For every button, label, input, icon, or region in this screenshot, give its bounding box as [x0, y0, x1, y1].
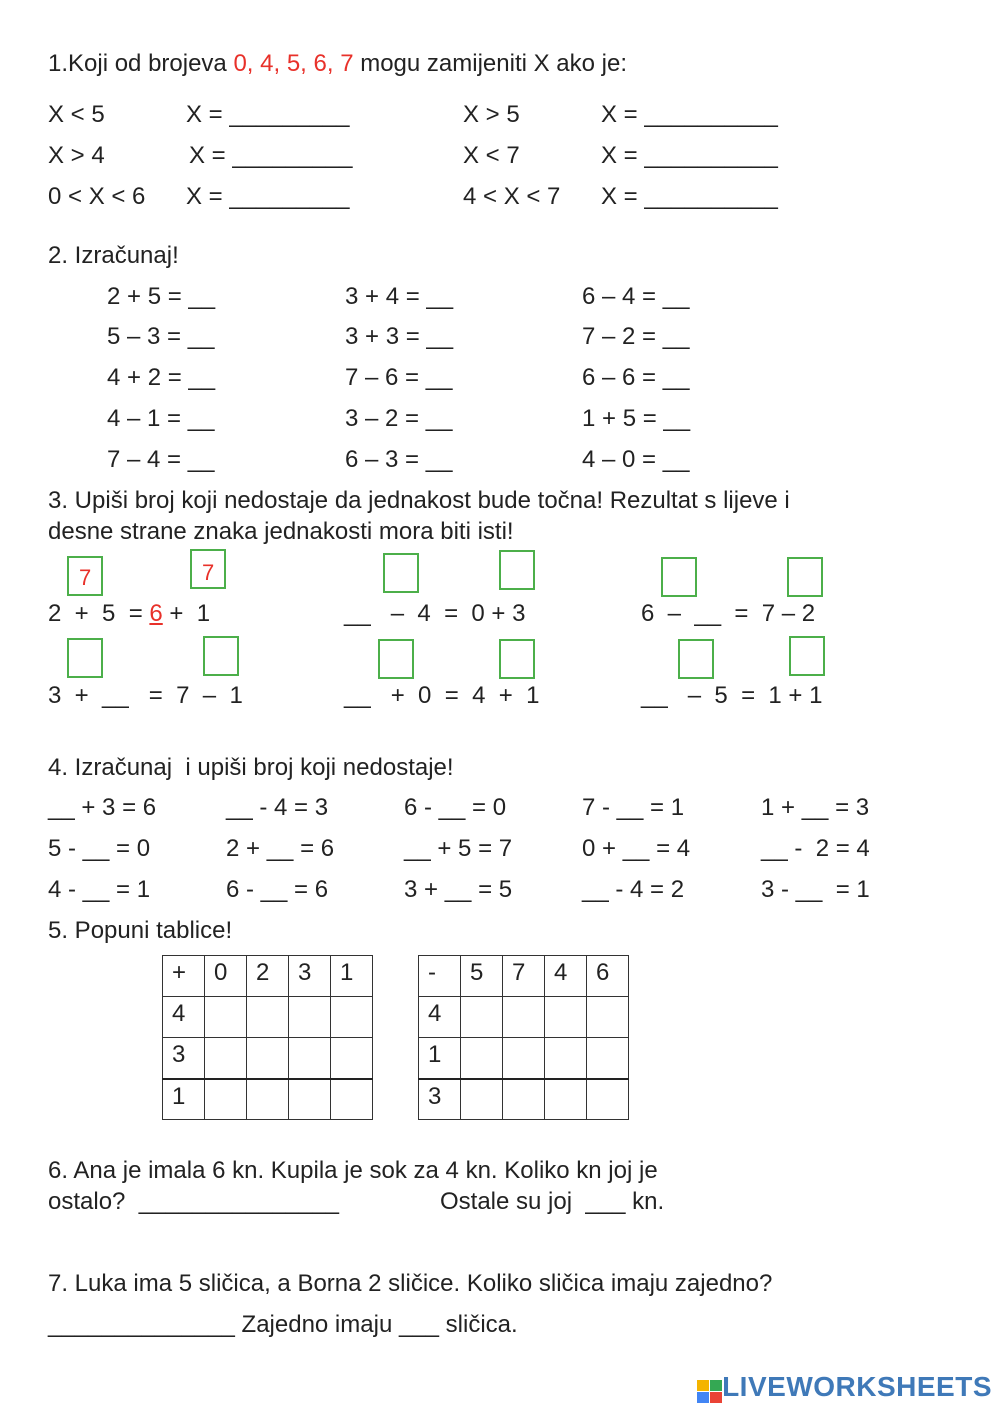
table-answer-cell[interactable] — [587, 1079, 629, 1120]
brand-name[interactable]: LIVEWORKSHEETS — [722, 1371, 992, 1402]
q1-cond: X < 7 — [463, 142, 520, 169]
q4-expr[interactable]: 4 - __ = 1 — [48, 876, 151, 903]
q4-expr[interactable]: __ - 2 = 4 — [761, 835, 870, 862]
table-answer-cell[interactable] — [289, 1038, 331, 1079]
q3-equation[interactable]: __ + 0 = 4 + 1 — [344, 682, 540, 709]
liveworksheets-logo-icon — [697, 1380, 723, 1404]
q3-box-value: 7 — [79, 565, 92, 590]
table-answer-cell[interactable] — [461, 997, 503, 1038]
q4-expr[interactable]: 2 + __ = 6 — [226, 835, 335, 862]
q1-answer-blank[interactable]: X = __________ — [601, 142, 778, 169]
q6-result-blank[interactable]: Ostale su joj ___ kn. — [440, 1188, 665, 1215]
table-answer-cell[interactable] — [205, 1038, 247, 1079]
q3-title-line1: 3. Upiši broj koji nedostaje da jednakost bude točna! Rezultat s lijeve i — [48, 487, 790, 514]
table-answer-cell[interactable] — [503, 1079, 545, 1120]
q3-answer-box[interactable] — [499, 639, 535, 679]
table-answer-cell[interactable] — [205, 1079, 247, 1120]
table-header-cell: 6 — [587, 956, 629, 997]
table-row-header: 4 — [163, 997, 205, 1038]
table-answer-cell[interactable] — [331, 1038, 373, 1079]
table-answer-cell[interactable] — [289, 997, 331, 1038]
q4-expr[interactable]: __ + 3 = 6 — [48, 794, 157, 821]
table-answer-cell[interactable] — [587, 1038, 629, 1079]
q1-cond: 0 < X < 6 — [48, 183, 146, 210]
q6-line1: 6. Ana je imala 6 kn. Kupila je sok za 4 kn. Koliko kn joj je — [48, 1157, 658, 1184]
q4-expr[interactable]: 3 - __ = 1 — [761, 876, 870, 903]
q4-expr[interactable]: 1 + __ = 3 — [761, 794, 870, 821]
q1-numbers: 0, 4, 5, 6, 7 — [233, 50, 354, 77]
q1-title — [48, 50, 627, 78]
q3-answer-box[interactable] — [67, 638, 103, 678]
q7-answer-blank[interactable]: ______________ Zajedno imaju ___ sličica. — [48, 1311, 518, 1338]
q3-answer-box[interactable] — [789, 636, 825, 676]
q1-cond: X < 5 — [48, 101, 105, 128]
q3-answer-box[interactable] — [661, 557, 697, 597]
q3-eq1-right: + 1 — [162, 600, 211, 627]
table-header-cell: 5 — [461, 956, 503, 997]
table-header-cell: - — [419, 956, 461, 997]
q1-cond: 4 < X < 7 — [463, 183, 561, 210]
table-row-header: 1 — [163, 1079, 205, 1120]
q2-title: 2. Izračunaj! — [48, 242, 179, 269]
addition-table — [162, 955, 373, 1120]
table-row-header: 3 — [163, 1038, 205, 1079]
q1-suffix: mogu zamijeniti X ako je: — [353, 50, 628, 77]
table-header-cell: + — [163, 956, 205, 997]
q2-expr[interactable]: 3 + 3 = __ — [345, 323, 454, 350]
table-answer-cell[interactable] — [461, 1038, 503, 1079]
q4-expr[interactable]: 0 + __ = 4 — [582, 835, 691, 862]
q3-answer-box[interactable] — [378, 639, 414, 679]
q3-answer-box[interactable] — [383, 553, 419, 593]
q3-answer-box[interactable] — [499, 550, 535, 590]
q7-line1: 7. Luka ima 5 sličica, a Borna 2 sličice. Koliko sličica imaju zajedno? — [48, 1270, 773, 1297]
q1-answer-blank[interactable]: X = __________ — [601, 183, 778, 210]
q2-expr[interactable]: 6 – 6 = __ — [582, 364, 690, 391]
q3-eq1-left: 2 + 5 = — [48, 600, 150, 627]
table-header-cell: 4 — [545, 956, 587, 997]
q4-expr[interactable]: __ - 4 = 3 — [226, 794, 329, 821]
q5-title: 5. Popuni tablice! — [48, 917, 233, 944]
q1-cond: X > 4 — [48, 142, 105, 169]
q2-expr[interactable]: 6 – 3 = __ — [345, 446, 453, 473]
q1-answer-blank[interactable]: X = _________ — [186, 183, 350, 210]
q3-box-value: 7 — [202, 560, 215, 585]
q3-equation-1 — [48, 600, 210, 628]
q2-expr[interactable]: 6 – 4 = __ — [582, 283, 690, 310]
q3-answer-box[interactable] — [678, 639, 714, 679]
table-answer-cell[interactable] — [331, 997, 373, 1038]
q4-expr[interactable]: 7 - __ = 1 — [582, 794, 685, 821]
q2-expr[interactable]: 7 – 2 = __ — [582, 323, 690, 350]
q1-answer-blank[interactable]: X = _________ — [186, 101, 350, 128]
q4-title: 4. Izračunaj i upiši broj koji nedostaje! — [48, 754, 454, 781]
table-header-cell: 7 — [503, 956, 545, 997]
q3-title-line2: desne strane znaka jednakosti mora biti isti! — [48, 518, 514, 545]
table-answer-cell[interactable] — [545, 997, 587, 1038]
table-answer-cell[interactable] — [247, 1038, 289, 1079]
q3-equation[interactable]: 3 + __ = 7 – 1 — [48, 682, 243, 709]
table-header-cell: 1 — [331, 956, 373, 997]
q2-expr[interactable]: 7 – 4 = __ — [107, 446, 215, 473]
q4-expr[interactable]: 5 - __ = 0 — [48, 835, 151, 862]
q1-answer-blank[interactable]: X = __________ — [601, 101, 778, 128]
table-header-cell: 0 — [205, 956, 247, 997]
table-answer-cell[interactable] — [331, 1079, 373, 1120]
q4-expr[interactable]: __ - 4 = 2 — [582, 876, 685, 903]
q3-equation[interactable]: __ – 5 = 1 + 1 — [641, 682, 823, 709]
table-answer-cell[interactable] — [247, 997, 289, 1038]
table-row-header: 3 — [419, 1079, 461, 1120]
table-answer-cell[interactable] — [247, 1079, 289, 1120]
q2-expr[interactable]: 1 + 5 = __ — [582, 405, 691, 432]
table-answer-cell[interactable] — [545, 1038, 587, 1079]
q1-prefix: 1.Koji od brojeva — [48, 50, 234, 77]
q4-expr[interactable]: 6 - __ = 6 — [226, 876, 329, 903]
table-row-header: 4 — [419, 997, 461, 1038]
table-header-cell: 2 — [247, 956, 289, 997]
q2-expr[interactable]: 2 + 5 = __ — [107, 283, 216, 310]
q1-answer-blank[interactable]: X = _________ — [189, 142, 353, 169]
q3-answer-box[interactable] — [787, 557, 823, 597]
q3-answer-box[interactable] — [203, 636, 239, 676]
table-answer-cell[interactable] — [503, 997, 545, 1038]
q4-expr[interactable]: 6 - __ = 0 — [404, 794, 507, 821]
q4-expr[interactable]: __ + 5 = 7 — [404, 835, 513, 862]
q2-expr[interactable]: 5 – 3 = __ — [107, 323, 215, 350]
table-answer-cell[interactable] — [503, 1038, 545, 1079]
q1-cond: X > 5 — [463, 101, 520, 128]
q2-expr[interactable]: 4 – 1 = __ — [107, 405, 215, 432]
table-answer-cell[interactable] — [545, 1079, 587, 1120]
q6-answer-blank[interactable]: ostalo? _______________ — [48, 1188, 339, 1215]
table-answer-cell[interactable] — [289, 1079, 331, 1120]
q2-expr[interactable]: 4 + 2 = __ — [107, 364, 216, 391]
table-header-cell: 3 — [289, 956, 331, 997]
table-answer-cell[interactable] — [587, 997, 629, 1038]
table-answer-cell[interactable] — [461, 1079, 503, 1120]
q2-expr[interactable]: 7 – 6 = __ — [345, 364, 453, 391]
q3-eq1-answer[interactable]: 6 — [149, 600, 163, 627]
table-answer-cell[interactable] — [205, 997, 247, 1038]
q2-expr[interactable]: 3 – 2 = __ — [345, 405, 453, 432]
table-row-header: 1 — [419, 1038, 461, 1079]
subtraction-table — [418, 955, 629, 1120]
q3-equation[interactable]: __ – 4 = 0 + 3 — [344, 600, 526, 627]
q4-expr[interactable]: 3 + __ = 5 — [404, 876, 513, 903]
q3-equation[interactable]: 6 – __ = 7 – 2 — [641, 600, 816, 627]
q2-expr[interactable]: 4 – 0 = __ — [582, 446, 690, 473]
q2-expr[interactable]: 3 + 4 = __ — [345, 283, 454, 310]
